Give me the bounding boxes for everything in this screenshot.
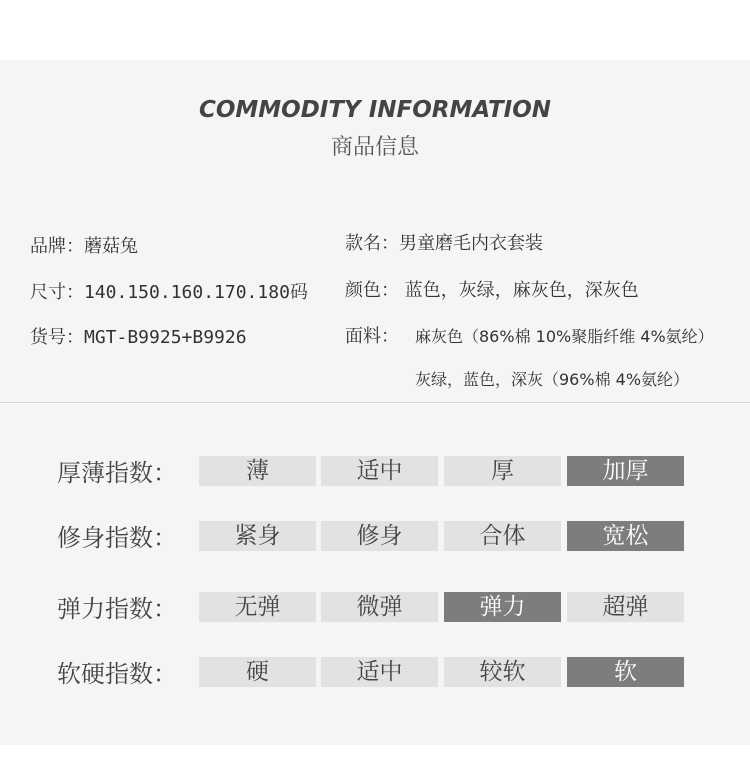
scale-option-selected: 加厚 (567, 456, 684, 486)
scale-option-selected: 弹力 (444, 592, 561, 622)
scale-label: 软硬指数： (57, 660, 177, 688)
section-divider (0, 402, 750, 403)
brand-text: 品牌：蘑菇兔 (30, 236, 138, 257)
fabric-line-1: 麻灰色（86%棉 10%聚脂纤维 4%氨纶） (415, 327, 714, 346)
scale-option: 无弹 (199, 592, 316, 622)
size-text: 尺寸：140.150.160.170.180码 (30, 282, 308, 303)
scale-option-selected: 宽松 (567, 521, 684, 551)
title-chinese: 商品信息 (330, 135, 419, 160)
title-english: COMMODITY INFORMATION (198, 97, 552, 123)
scale-option: 微弹 (321, 592, 438, 622)
scale-label: 厚薄指数： (57, 459, 177, 487)
style-name-text: 款名：男童磨毛内衣套装 (345, 233, 543, 254)
scale-option: 较软 (444, 657, 561, 687)
scale-option: 适中 (321, 657, 438, 687)
scale-option-selected: 软 (567, 657, 684, 687)
scale-label: 修身指数： (57, 524, 177, 552)
scale-label: 弹力指数： (57, 595, 177, 623)
scale-option: 合体 (444, 521, 561, 551)
scale-option: 超弹 (567, 592, 684, 622)
scale-option: 修身 (321, 521, 438, 551)
scale-option: 厚 (444, 456, 561, 486)
scale-option: 适中 (321, 456, 438, 486)
scale-option: 薄 (199, 456, 316, 486)
scale-option: 紧身 (199, 521, 316, 551)
colors-text: 颜色： 蓝色，灰绿，麻灰色，深灰色 (345, 280, 639, 301)
scale-option: 硬 (199, 657, 316, 687)
fabric-line-2: 灰绿，蓝色，深灰（96%棉 4%氨纶） (415, 370, 690, 389)
item-number-text: 货号：MGT-B9925+B9926 (30, 327, 247, 348)
fabric-label: 面料： (345, 326, 399, 347)
